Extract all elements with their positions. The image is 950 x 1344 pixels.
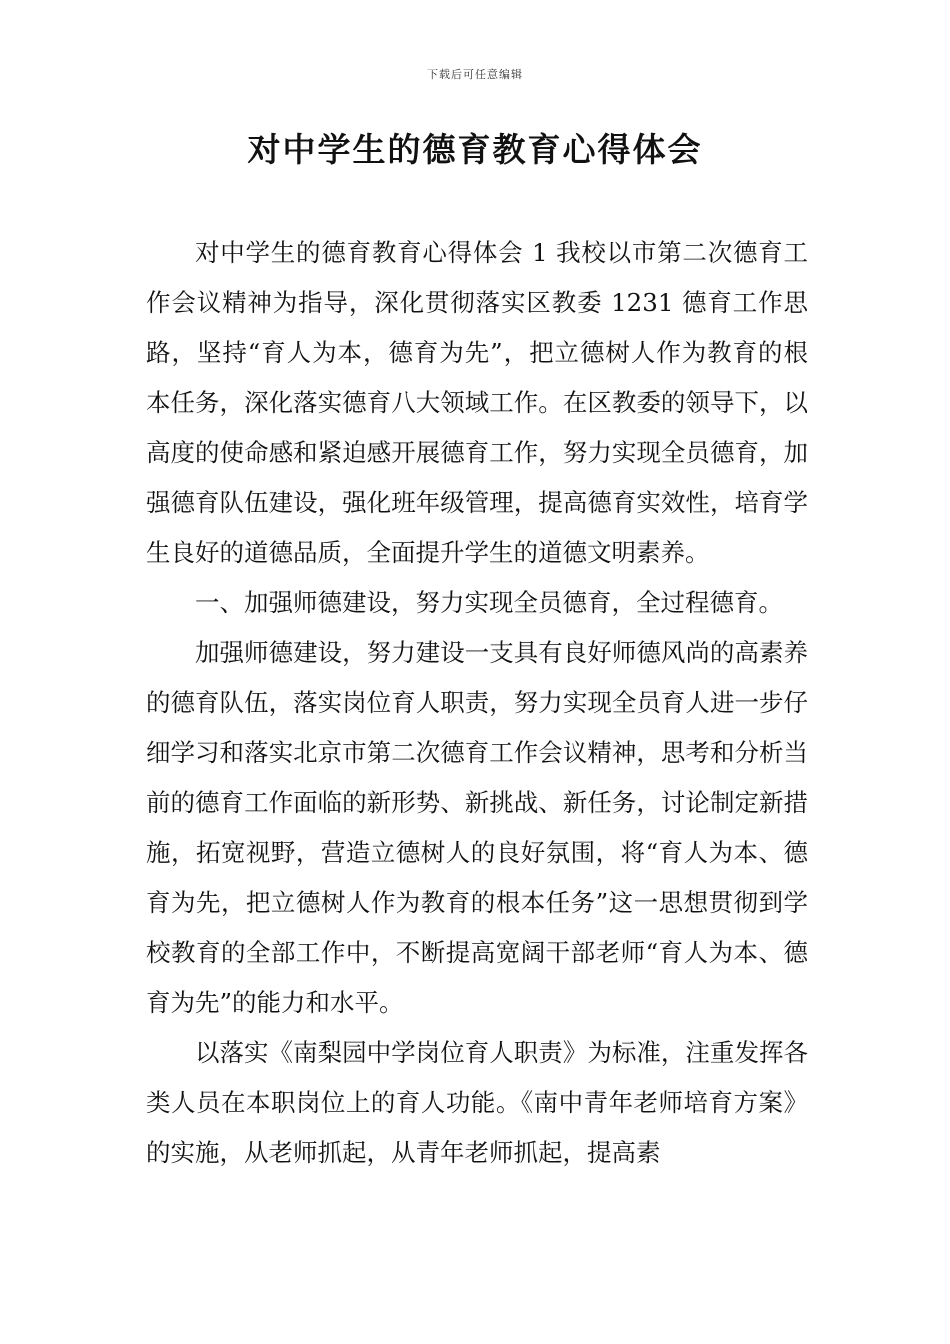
paragraph-intro: 对中学生的德育教育心得体会 1 我校以市第二次德育工作会议精神为指导，深化贯彻落实区教委 1231 德育工作思路，坚持“育人为本，德育为先”，把立德树人作为教育的根本任务，深化落实德育八大领域工作。在区教委的领导下，以高度的使命感和紧迫感开展德育工作，努力实现全员德育，加强德育队伍建设，强化班年级管理，提高德育实效性，培育学生良好的道德品质，全面提升学生的道德文明素养。 bbox=[146, 238, 808, 567]
paragraph-section-heading: 一、加强师德建设，努力实现全员德育，全过程德育。 bbox=[195, 588, 783, 617]
header-note: 下载后可任意编辑 bbox=[427, 68, 523, 81]
document-title: 对中学生的德育教育心得体会 bbox=[247, 130, 703, 169]
document-body bbox=[146, 228, 808, 1178]
paragraph-job-duties: 以落实《南梨园中学岗位育人职责》为标准，注重发挥各类人员在本职岗位上的育人功能。《南中青年老师培育方案》的实施，从老师抓起，从青年老师抓起，提高素 bbox=[146, 1038, 808, 1167]
paragraph-teacher-ethics: 加强师德建设，努力建设一支具有良好师德风尚的高素养的德育队伍，落实岗位育人职责，努力实现全员育人进一步仔细学习和落实北京市第二次德育工作会议精神，思考和分析当前的德育工作面临的新形势、新挑战、新任务，讨论制定新措施，拓宽视野，营造立德树人的良好氛围，将“育人为本、德育为先，把立德树人作为教育的根本任务”这一思想贯彻到学校教育的全部工作中，不断提高宽阔干部老师“育人为本、德育为先”的能力和水平。 bbox=[146, 638, 808, 1017]
